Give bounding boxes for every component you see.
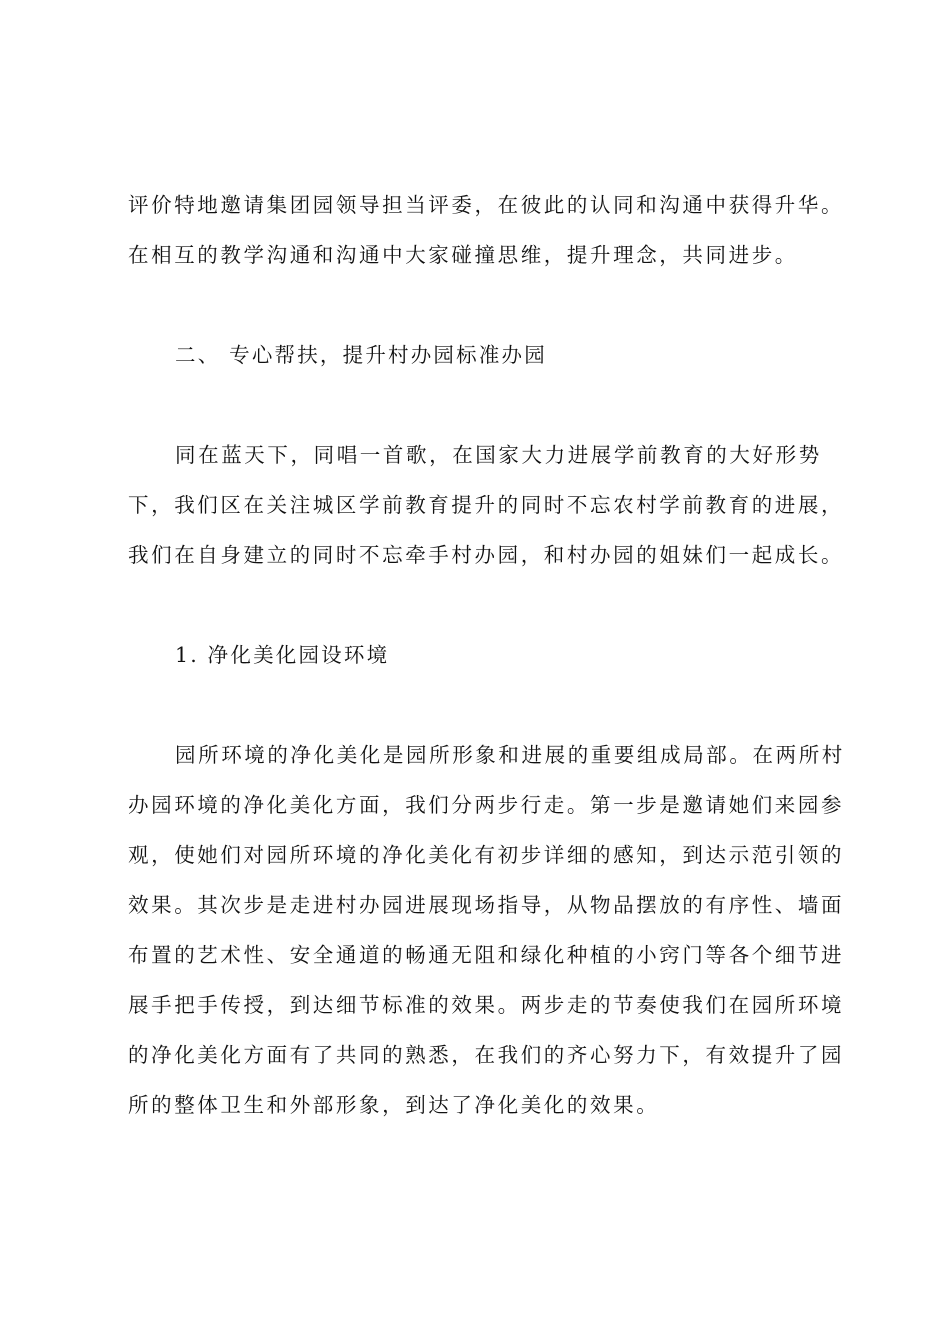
subsection-heading: 1. 净化美化园设环境	[175, 643, 390, 667]
paragraph-line: 下，我们区在关注城区学前教育提升的同时不忘农村学前教育的进展，	[128, 493, 845, 517]
paragraph-line: 园所环境的净化美化是园所形象和进展的重要组成局部。在两所村	[175, 743, 845, 767]
paragraph-line: 观，使她们对园所环境的净化美化有初步详细的感知，到达示范引领的	[128, 843, 845, 867]
paragraph-line: 效果。其次步是走进村办园进展现场指导，从物品摆放的有序性、墙面	[128, 893, 845, 917]
paragraph-line: 同在蓝天下，同唱一首歌，在国家大力进展学前教育的大好形势	[175, 443, 822, 467]
paragraph-line: 办园环境的净化美化方面，我们分两步行走。第一步是邀请她们来园参	[128, 793, 845, 817]
paragraph-line: 我们在自身建立的同时不忘牵手村办园，和村办园的姐妹们一起成长。	[128, 543, 845, 567]
section-heading: 二、 专心帮扶，提升村办园标准办园	[175, 343, 547, 367]
paragraph-line: 在相互的教学沟通和沟通中大家碰撞思维，提升理念，共同进步。	[128, 243, 798, 267]
paragraph-line: 评价特地邀请集团园领导担当评委，在彼此的认同和沟通中获得升华。	[128, 193, 845, 217]
paragraph-line: 展手把手传授，到达细节标准的效果。两步走的节奏使我们在园所环境	[128, 993, 845, 1017]
paragraph-line: 布置的艺术性、安全通道的畅通无阻和绿化种植的小窍门等各个细节进	[128, 943, 845, 967]
paragraph-line: 的净化美化方面有了共同的熟悉，在我们的齐心努力下，有效提升了园	[128, 1043, 845, 1067]
paragraph-line: 所的整体卫生和外部形象，到达了净化美化的效果。	[128, 1093, 660, 1117]
